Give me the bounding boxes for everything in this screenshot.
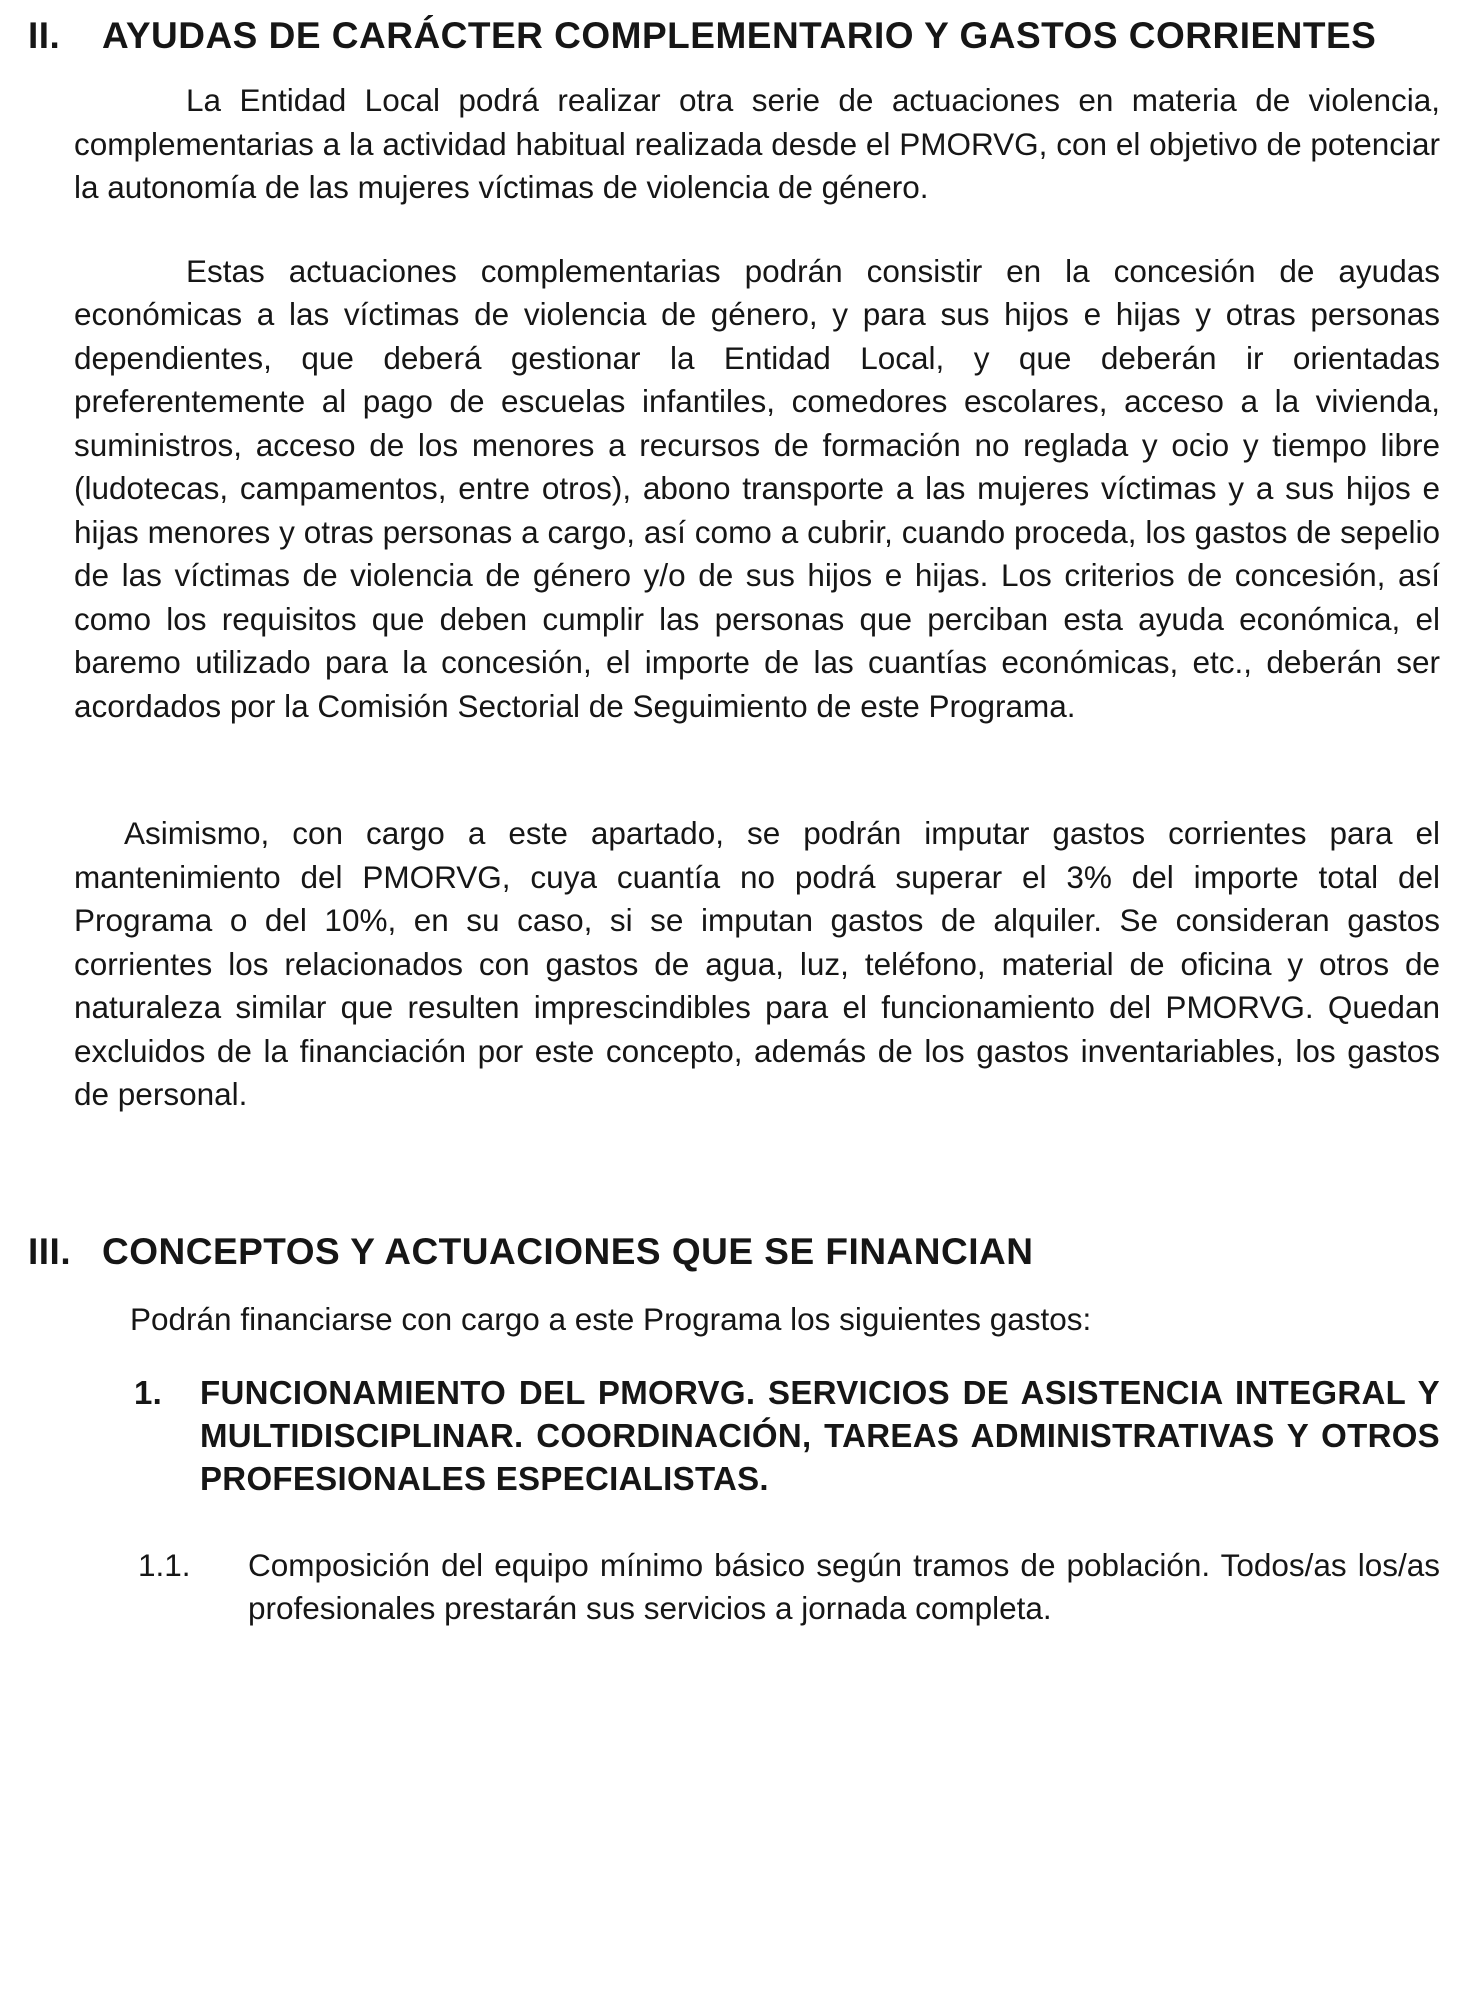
subsection-1-title: FUNCIONAMIENTO DEL PMORVG. SERVICIOS DE ASISTENCIA INTEGRAL Y MULTIDISCIPLINAR. COORDINACIÓN, TAREAS ADMINISTRATIVAS Y OTROS PROFESIONALES ESPECIALISTAS. — [200, 1374, 1440, 1497]
section-2-number: II. — [28, 15, 61, 56]
section-2-paragraph-1: La Entidad Local podrá realizar otra serie de actuaciones en materia de violencia, complementarias a la actividad habitual realizada desde el PMORVG, con el objetivo de potenciar la autonomía de las mujeres víctimas de violencia de género. — [74, 82, 1440, 205]
section-3-title: CONCEPTOS Y ACTUACIONES QUE SE FINANCIAN — [102, 1230, 1034, 1272]
subsection-1-heading — [74, 1371, 1440, 1500]
section-2-paragraph-2: Estas actuaciones complementarias podrán consistir en la concesión de ayudas económicas a las víctimas de violencia de género, y para sus hijos e hijas y otras personas dependientes, que deberá gestionar la Entidad Local, y que deberán ir orientadas preferentemente al pago de escuelas infantiles, comedores escolares, acceso a la vivienda, suministros, acceso de los menores a recursos de formación no reglada y ocio y tiempo libre (ludotecas, campamentos, entre otros), abono transporte a las mujeres víctimas y a sus hijos e hijas menores y otras personas a cargo, así como a cubrir, cuando proceda, los gastos de sepelio de las víctimas de violencia de género y/o de sus hijos e hijas. Los criterios de concesión, así como los requisitos que deben cumplir las personas que perciban esta ayuda económica, el baremo utilizado para la concesión, el importe de las cuantías económicas, etc., deberán ser acordados por la Comisión Sectorial de Seguimiento de este Programa. — [74, 252, 1440, 724]
item-1-1-number: 1.1. — [138, 1547, 191, 1583]
item-1-1-text: Composición del equipo mínimo básico según tramos de población. Todos/as los/as profesionales prestarán sus servicios a jornada completa. — [248, 1547, 1440, 1626]
subsection-1-number: 1. — [134, 1374, 163, 1411]
section-3-heading — [28, 1230, 1440, 1274]
section-3-number: III. — [28, 1230, 72, 1272]
section-2-heading — [28, 14, 1440, 58]
section-2-title: AYUDAS DE CARÁCTER COMPLEMENTARIO Y GASTOS CORRIENTES — [102, 15, 1377, 56]
item-1-1 — [74, 1544, 1440, 1630]
document-page — [28, 14, 1440, 1630]
section-3-intro: Podrán financiarse con cargo a este Programa los siguientes gastos: — [130, 1300, 1092, 1337]
section-2-paragraph-3: Asimismo, con cargo a este apartado, se podrán imputar gastos corrientes para el mantenimiento del PMORVG, cuya cuantía no podrá superar el 3% del importe total del Programa o del 10%, en su caso, si se imputan gastos de alquiler. Se consideran gastos corrientes los relacionados con gastos de agua, luz, teléfono, material de oficina y otros de naturaleza similar que resulten imprescindibles para el funcionamiento del PMORVG. Quedan excluidos de la financiación por este concepto, además de los gastos inventariables, los gastos de personal. — [74, 815, 1440, 1112]
